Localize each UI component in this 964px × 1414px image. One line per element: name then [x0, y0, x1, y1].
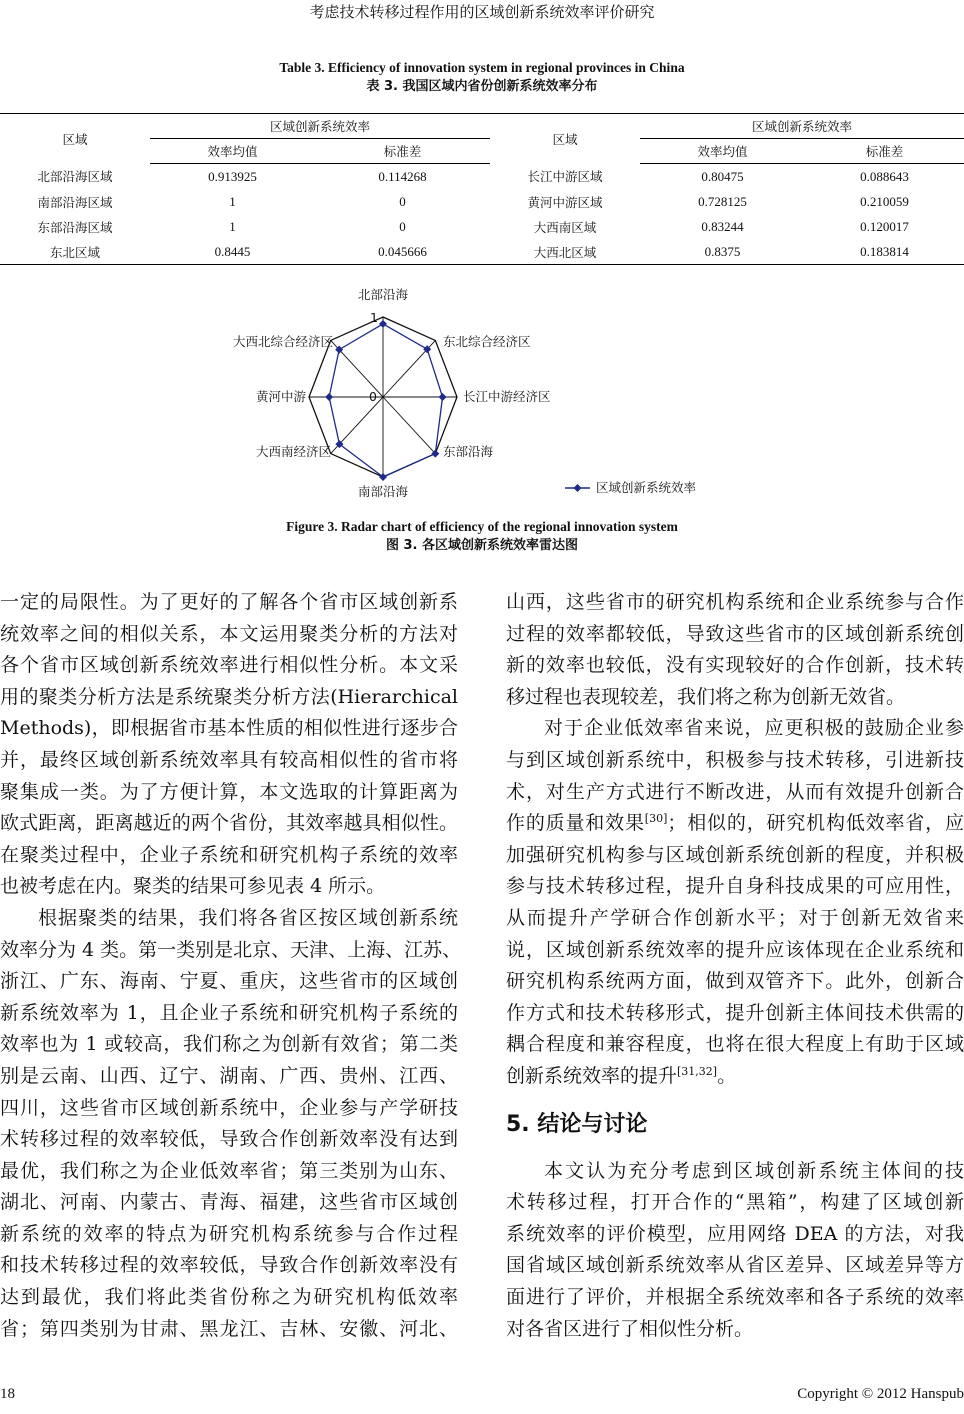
page-number: 18 [0, 1386, 15, 1402]
paragraph-line: 欧式距离，距离越近的两个省份，其效率越具相似性。 [0, 812, 458, 835]
paragraph-line: 各个省市区域创新系统效率进行相似性分析。本文采 [0, 654, 458, 677]
table-row [0, 189, 964, 214]
figure-caption-en: Figure 3. Radar chart of efficiency of the regional innovation system [286, 519, 678, 534]
paragraph-line: 系统效率的评价模型，应用网络 DEA 的方法，对我 [506, 1222, 964, 1245]
cell-mean: 0.83244 [701, 218, 744, 234]
paragraph-line: 术，对生产方式进行不断改进，从而有效提升创新合 [506, 780, 964, 803]
cell-std: 0 [399, 193, 406, 209]
cell-region: 长江中游区域 [527, 169, 603, 185]
paragraph-line: 在聚类过程中，企业子系统和研究机构子系统的效率 [0, 843, 458, 866]
cell-mean: 0.728125 [698, 193, 747, 209]
cell-std: 0.088643 [860, 168, 909, 184]
paragraph-line: 并，最终区域创新系统效率具有较高相似性的省市将 [0, 748, 458, 771]
radar-category-label: 黄河中游 [255, 389, 306, 404]
header-std: 标准差 [315, 139, 490, 164]
radar-category-label: 北部沿海 [357, 287, 409, 302]
radar-category-label: 东北综合经济区 [443, 334, 531, 349]
paragraph-line: 作方式和技术转移形式，提升创新主体间技术供需的 [506, 1001, 964, 1024]
cell-std: 0.183814 [805, 239, 964, 265]
body-column-left [0, 587, 462, 1345]
header-group: 区域创新系统效率 [150, 114, 490, 139]
paragraph-line: 术转移过程的效率较低，导致合作创新效率没有达到 [0, 1128, 458, 1151]
radar-category-label: 大西南经济区 [255, 444, 331, 459]
table-caption-en: Table 3. Efficiency of innovation system in regional provinces in China [279, 60, 685, 75]
cell-mean: 1 [229, 218, 236, 234]
paragraph-line: 也被考虑在内。聚类的结果可参见表 4 所示。 [0, 875, 386, 898]
radar-point [379, 320, 387, 328]
cell-region: 大西北区域 [490, 239, 640, 265]
paragraph-line: 效率分为 4 类。第一类别是北京、天津、上海、江苏、 [0, 938, 462, 961]
cell-mean: 1 [229, 193, 236, 209]
cell-std: 0 [399, 218, 406, 234]
radar-axis [383, 397, 435, 454]
section-heading: 5. 结论与讨论 [506, 1111, 648, 1137]
paragraph-line: 浙江、广东、海南、宁夏、重庆，这些省市的区域创 [0, 970, 458, 993]
paragraph-line: 达到最优，我们将此类省份称之为研究机构低效率 [0, 1286, 458, 1309]
paragraph-line: 山西，这些省市的研究机构系统和企业系统参与合作 [506, 591, 964, 613]
paragraph-line: 聚集成一类。为了方便计算，本文选取的计算距离为 [0, 780, 458, 803]
radar-category-label: 东部沿海 [443, 444, 494, 459]
paragraph-line: 用的聚类分析方法是系统聚类分析方法(Hierarchical [0, 685, 458, 708]
header-region: 区域 [0, 114, 150, 164]
radar-point [325, 393, 333, 401]
cell-std: 0.210059 [860, 193, 909, 209]
radar-point [439, 393, 447, 401]
header-region: 区域 [490, 114, 640, 164]
paragraph-line: 对于企业低效率省来说，应更积极的鼓励企业参 [544, 717, 964, 740]
cell-region: 大西南区域 [533, 219, 597, 235]
paragraph-line: 说，区域创新系统效率的提升应该体现在企业系统和 [506, 938, 964, 961]
radar-tick-label: 0 [369, 389, 377, 404]
running-head: 考虑技术转移过程作用的区域创新系统效率评价研究 [309, 3, 655, 21]
cell-mean: 0.8445 [150, 239, 315, 265]
radar-category-label: 南部沿海 [357, 484, 409, 499]
paragraph-line: 一定的局限性。为了更好的了解各个省市区域创新系 [0, 591, 458, 613]
paragraph-line: 四川，这些省市区域创新系统中，企业参与产学研技 [0, 1096, 458, 1119]
radar-category-label: 长江中游经济区 [463, 389, 551, 404]
copyright: Copyright © 2012 Hanspub [797, 1386, 964, 1402]
paragraph-line: 面进行了评价，并根据全系统效率和各子系统的效率 [506, 1286, 964, 1309]
paragraph-line: 过程的效率都较低，导致这些省市的区域创新系统创 [506, 622, 964, 645]
cell-mean: 0.913925 [208, 168, 257, 184]
table-row [0, 214, 964, 239]
paragraph-line: 新系统的效率的特点为研究机构系统参与合作过程 [0, 1222, 458, 1245]
paragraph-line: 加强研究机构参与区域创新系统创新的程度，并积极 [506, 843, 964, 866]
paragraph-line: 最优，我们称之为企业低效率省；第三类别为山东、 [0, 1159, 458, 1182]
paragraph-line: 与到区域创新系统中，积极参与技术转移，引进新技 [506, 748, 964, 771]
legend-label: 区域创新系统效率 [596, 480, 697, 495]
legend-marker [574, 484, 582, 492]
header-mean: 效率均值 [640, 139, 805, 164]
paragraph-line: 作的质量和效果[30]；相似的，研究机构低效率省，应 [506, 812, 964, 835]
paragraph-line: 参与技术转移过程，提升自身科技成果的可应用性， [506, 875, 964, 898]
cell-mean: 0.8375 [640, 239, 805, 265]
paragraph-line: 省；第四类别为甘肃、黑龙江、吉林、安徽、河北、 [0, 1317, 458, 1340]
citation: [30] [644, 812, 668, 826]
paragraph-line: 移过程也表现较差，我们将之称为创新无效省。 [506, 685, 906, 708]
efficiency-table [0, 113, 964, 265]
header-group: 区域创新系统效率 [640, 114, 964, 139]
radar-category-label: 大西北综合经济区 [232, 334, 333, 349]
paragraph-line: 从而提升产学研合作创新水平；对于创新无效省来 [506, 906, 964, 929]
header-mean: 效率均值 [150, 139, 315, 164]
table-row [0, 239, 964, 265]
paragraph-line: 创新系统效率的提升[31,32]。 [506, 1064, 737, 1087]
body-column-right [506, 587, 964, 1345]
cell-region: 东北区域 [0, 239, 150, 265]
figure-caption-zh: 图 3. 各区域创新系统效率雷达图 [385, 538, 579, 553]
cell-region: 黄河中游区域 [527, 194, 603, 210]
table-row [0, 164, 964, 190]
paragraph-line: 新系统效率为 1，且企业子系统和研究机构子系统的 [0, 1001, 458, 1024]
paragraph-line: Methods)，即根据省市基本性质的相似性进行逐步合 [0, 717, 458, 740]
paragraph-line: 新的效率也较低，没有实现较好的合作创新，技术转 [506, 654, 964, 677]
paragraph-line: 本文认为充分考虑到区域创新系统主体间的技 [544, 1159, 964, 1182]
paragraph-line: 湖北、河南、内蒙古、青海、福建，这些省市区域创 [0, 1191, 458, 1214]
citation: [31,32] [677, 1064, 718, 1078]
paragraph-line: 对各省区进行了相似性分析。 [506, 1317, 754, 1340]
paragraph-line: 耦合程度和兼容程度，也将在很大程度上有助于区域 [506, 1033, 964, 1056]
cell-mean: 0.80475 [701, 168, 744, 184]
paragraph-line: 统效率之间的相似关系，本文运用聚类分析的方法对 [0, 622, 458, 645]
header-std: 标准差 [805, 139, 964, 164]
radar-tick-label: 1 [370, 310, 378, 325]
radar-chart [200, 280, 764, 510]
paragraph-line: 研究机构系统两方面，做到双管齐下。此外，创新合 [506, 970, 964, 993]
cell-region: 南部沿海区域 [37, 194, 113, 210]
cell-std: 0.045666 [315, 239, 490, 265]
table-caption-zh: 表 3. 我国区域内省份创新系统效率分布 [366, 79, 598, 94]
cell-std: 0.114268 [378, 168, 427, 184]
cell-std: 0.120017 [860, 218, 909, 234]
paragraph-line: 效率也为 1 或较高，我们称之为创新有效省；第二类 [0, 1033, 458, 1056]
paragraph-line: 根据聚类的结果，我们将各省区按区域创新系统 [38, 906, 458, 929]
cell-region: 东部沿海区域 [37, 219, 113, 235]
paragraph-line: 术转移过程，打开合作的“黑箱”，构建了区域创新 [506, 1191, 964, 1214]
paragraph-line: 和技术转移过程的效率较低，导致合作创新效率没有 [0, 1254, 458, 1277]
paragraph-line: 别是云南、山西、辽宁、湖南、广西、贵州、江西、 [0, 1064, 458, 1087]
cell-region: 北部沿海区域 [37, 169, 113, 185]
paragraph-line: 国省域区域创新系统效率从省区差异、区域差异等方 [506, 1254, 964, 1277]
